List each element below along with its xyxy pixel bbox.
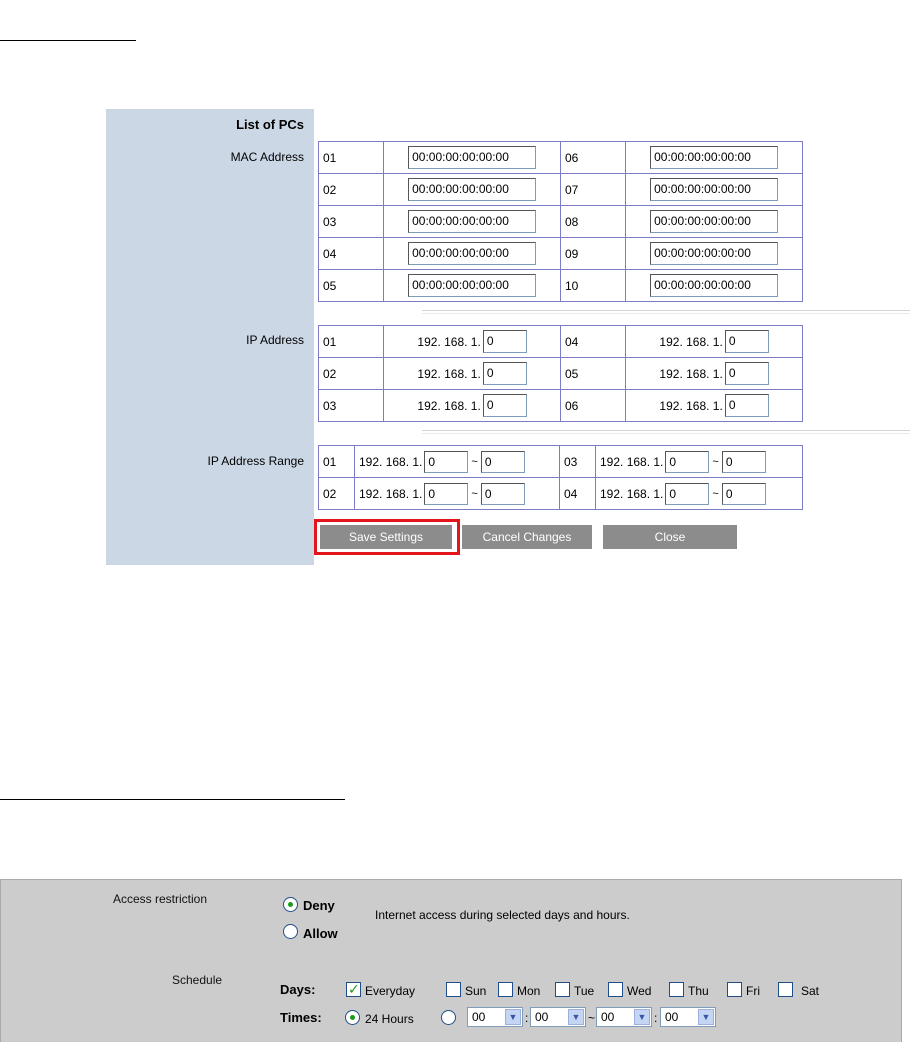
section-underline <box>0 799 345 800</box>
access-restriction-panel <box>0 879 902 1042</box>
mac-address-input[interactable]: 00:00:00:00:00:00 <box>650 242 778 265</box>
sat-checkbox[interactable] <box>778 982 793 997</box>
range-separator: ~ <box>712 487 719 500</box>
everyday-checkbox[interactable] <box>346 982 361 997</box>
row-number: 05 <box>560 358 625 390</box>
chevron-down-icon: ▼ <box>634 1009 650 1025</box>
mac-address-table <box>318 141 803 302</box>
day-label: Tue <box>574 984 595 998</box>
ip-address-input[interactable]: 0 <box>725 362 769 385</box>
end-minute-select[interactable] <box>660 1007 716 1027</box>
range-end-input[interactable]: 0 <box>722 451 766 473</box>
top-divider-line <box>0 40 136 41</box>
start-minute-select[interactable] <box>530 1007 586 1027</box>
row-number: 02 <box>319 478 355 510</box>
table-row <box>319 174 803 206</box>
ip-prefix: 192. 168. 1. <box>417 366 481 381</box>
range-start-input[interactable]: 0 <box>424 451 468 473</box>
tue-checkbox[interactable] <box>555 982 570 997</box>
ip-prefix: 192. 168. 1. <box>600 454 664 469</box>
checkmark-icon: ✓ <box>348 981 360 997</box>
list-of-pcs-panel <box>106 109 808 565</box>
range-start-input[interactable]: 0 <box>665 483 709 505</box>
select-value: 00 <box>601 1010 615 1024</box>
table-row <box>319 446 803 478</box>
ip-address-range-table <box>318 445 803 510</box>
list-of-pcs-title: List of PCs <box>236 117 304 132</box>
sun-checkbox[interactable] <box>446 982 461 997</box>
allow-radio[interactable] <box>283 924 298 939</box>
row-number: 03 <box>319 206 384 238</box>
row-number: 01 <box>319 326 384 358</box>
table-row <box>319 206 803 238</box>
row-number: 02 <box>319 174 384 206</box>
day-label: Fri <box>746 984 760 998</box>
range-separator: ~ <box>712 455 719 468</box>
mac-address-input[interactable]: 00:00:00:00:00:00 <box>408 178 536 201</box>
ip-prefix: 192. 168. 1. <box>600 486 664 501</box>
mac-address-input[interactable]: 00:00:00:00:00:00 <box>408 146 536 169</box>
row-number: 10 <box>560 270 625 302</box>
table-row <box>319 478 803 510</box>
select-value: 00 <box>535 1010 549 1024</box>
mac-address-input[interactable]: 00:00:00:00:00:00 <box>408 242 536 265</box>
24-hours-radio[interactable] <box>345 1010 360 1025</box>
select-value: 00 <box>665 1010 679 1024</box>
range-end-input[interactable]: 0 <box>481 451 525 473</box>
section-divider <box>422 430 910 434</box>
row-number: 02 <box>319 358 384 390</box>
start-hour-select[interactable] <box>467 1007 523 1027</box>
range-start-input[interactable]: 0 <box>665 451 709 473</box>
row-number: 01 <box>319 142 384 174</box>
close-button[interactable]: Close <box>603 525 737 549</box>
range-start-input[interactable]: 0 <box>424 483 468 505</box>
chevron-down-icon: ▼ <box>568 1009 584 1025</box>
row-number: 06 <box>560 390 625 422</box>
ip-prefix: 192. 168. 1. <box>659 398 723 413</box>
deny-radio[interactable] <box>283 897 298 912</box>
time-colon: : <box>654 1011 658 1025</box>
deny-label: Deny <box>303 898 335 913</box>
row-number: 07 <box>560 174 625 206</box>
fri-checkbox[interactable] <box>727 982 742 997</box>
row-number: 08 <box>560 206 625 238</box>
access-restriction-label: Access restriction <box>113 892 208 906</box>
range-separator: ~ <box>471 487 478 500</box>
table-row <box>319 358 803 390</box>
row-number: 03 <box>319 390 384 422</box>
row-number: 06 <box>560 142 625 174</box>
ip-prefix: 192. 168. 1. <box>417 398 481 413</box>
table-row <box>319 238 803 270</box>
chevron-down-icon: ▼ <box>505 1009 521 1025</box>
ip-prefix: 192. 168. 1. <box>659 366 723 381</box>
mac-address-input[interactable]: 00:00:00:00:00:00 <box>650 274 778 297</box>
day-label: Wed <box>627 984 652 998</box>
table-row <box>319 142 803 174</box>
day-label: Mon <box>517 984 541 998</box>
day-label: Thu <box>688 984 709 998</box>
mac-address-input[interactable]: 00:00:00:00:00:00 <box>408 274 536 297</box>
ip-address-input[interactable]: 0 <box>483 330 527 353</box>
restriction-description: Internet access during selected days and hours. <box>375 908 630 922</box>
select-value: 00 <box>472 1010 486 1024</box>
chevron-down-icon: ▼ <box>698 1009 714 1025</box>
mon-checkbox[interactable] <box>498 982 513 997</box>
ip-address-range-label: IP Address Range <box>207 454 304 468</box>
time-tilde: ~ <box>588 1011 596 1025</box>
mac-address-input[interactable]: 00:00:00:00:00:00 <box>650 210 778 233</box>
row-number: 04 <box>319 238 384 270</box>
ip-address-table <box>318 325 803 422</box>
section-divider <box>422 310 910 314</box>
mac-address-label: MAC Address <box>230 150 304 164</box>
ip-prefix: 192. 168. 1. <box>659 334 723 349</box>
ip-address-input[interactable]: 0 <box>725 394 769 417</box>
table-row <box>319 270 803 302</box>
days-label: Days: <box>280 982 316 997</box>
row-number: 04 <box>560 326 625 358</box>
time-colon: : <box>525 1011 529 1025</box>
range-end-input[interactable]: 0 <box>481 483 525 505</box>
ip-address-input[interactable]: 0 <box>483 394 527 417</box>
range-separator: ~ <box>471 455 478 468</box>
ip-prefix: 192. 168. 1. <box>359 454 423 469</box>
row-number: 05 <box>319 270 384 302</box>
ip-address-label: IP Address <box>246 333 304 347</box>
thu-checkbox[interactable] <box>669 982 684 997</box>
range-end-input[interactable]: 0 <box>722 483 766 505</box>
custom-time-radio[interactable] <box>441 1010 456 1025</box>
day-label: Everyday <box>365 984 416 998</box>
24-hours-label: 24 Hours <box>365 1012 414 1026</box>
row-number: 04 <box>560 478 596 510</box>
row-number: 01 <box>319 446 355 478</box>
ip-address-input[interactable]: 0 <box>483 362 527 385</box>
times-label: Times: <box>280 1010 322 1025</box>
day-label: Sat <box>801 984 820 998</box>
allow-label: Allow <box>303 926 338 941</box>
ip-address-input[interactable]: 0 <box>725 330 769 353</box>
ip-prefix: 192. 168. 1. <box>359 486 423 501</box>
mac-address-input[interactable]: 00:00:00:00:00:00 <box>650 146 778 169</box>
row-number: 03 <box>560 446 596 478</box>
mac-address-input[interactable]: 00:00:00:00:00:00 <box>650 178 778 201</box>
cancel-changes-button[interactable]: Cancel Changes <box>462 525 592 549</box>
end-hour-select[interactable] <box>596 1007 652 1027</box>
table-row <box>319 326 803 358</box>
wed-checkbox[interactable] <box>608 982 623 997</box>
save-settings-button[interactable]: Save Settings <box>320 525 452 549</box>
ip-prefix: 192. 168. 1. <box>417 334 481 349</box>
mac-address-input[interactable]: 00:00:00:00:00:00 <box>408 210 536 233</box>
table-row <box>319 390 803 422</box>
schedule-label: Schedule <box>172 973 223 987</box>
row-number: 09 <box>560 238 625 270</box>
day-label: Sun <box>465 984 487 998</box>
